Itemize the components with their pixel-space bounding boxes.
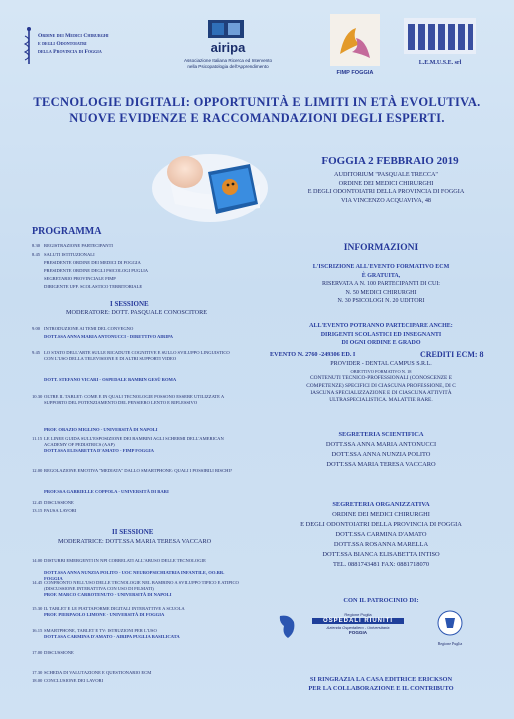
program-desc: DISCUSSIONE [44, 650, 74, 655]
hands-icon [330, 14, 380, 66]
lemuse-figures-icon [404, 18, 476, 54]
program-time: 13.15 [32, 508, 43, 513]
program-desc: INTRODUZIONE AI TEMI DEL CONVEGNO [44, 326, 134, 331]
program-desc: SCHEDA DI VALUTAZIONE E QUESTIONARIO ECM [44, 670, 152, 675]
audience-2: DIRIGENTI SCOLASTICI ED INSEGNANTI [320, 331, 442, 338]
obiettivo-line1: CONTENUTI TECNICO-PROFESSIONALI (CONOSCENZE E [309, 375, 452, 382]
regione-label: Regione Puglia [437, 641, 463, 646]
thanks-line2: PER LA COLLABORAZIONE E IL CONTRIBUTO [308, 685, 454, 692]
organizzativa-line2: E DEGLI ODONTOIATRI DELLA PROVINCIA DI FOGGIA [300, 521, 462, 528]
info-line5: N. 30 PSICOLOGI N. 20 UDITORI [337, 298, 425, 305]
airipa-desc1: Associazione Italiana Ricerca ed Intervento [183, 58, 273, 63]
omceo-line3: della Provincia di Foggia [38, 49, 102, 55]
regione-puglia-logo [430, 610, 470, 650]
program-time: 11.15 [32, 436, 43, 441]
caduceus-icon [22, 26, 36, 66]
evento-number: EVENTO N. 2760 -249306 ED. I [270, 351, 356, 358]
program-speaker: PROF. MARCO CARROTENUTO - UNIVERSITÀ DI NAPOLI [44, 592, 172, 597]
program-desc: LO STATO DELL'ARTE SULLE RICADUTE COGNITIVE E SULLO SVILUPPO LINGUISTICO CON L'USO DELLA TELEVISIONE E DI ALTRI SUPPORTI VIDEO [44, 350, 230, 361]
program-time: 14.00 [32, 558, 43, 563]
program-speaker: PROF.SSA GABRIELLE COPPOLA - UNIVERSITÀ DI BARI [44, 489, 169, 494]
program-time: 9.45 [32, 350, 41, 355]
organizzativa-name-1: DOTT.SSA CARMINA D'AMATO [335, 531, 427, 538]
organizzativa-name-2: DOTT.SSA ROSANNA MARELLA [333, 541, 429, 548]
programma-heading: PROGRAMMA [32, 226, 102, 237]
regione-logo-left [276, 612, 298, 642]
program-time: 17.00 [32, 650, 43, 655]
organizzativa-heading: SEGRETERIA ORGANIZZATIVA [332, 501, 430, 508]
program-time: 12.45 [32, 500, 43, 505]
program-time: 18.00 [32, 678, 43, 683]
fimp-logo [330, 14, 380, 82]
program-desc: CONFRONTO NELL'USO DELLE TECNOLOGIE NEL BAMBINO A SVILUPPO TIPICO E ATIPICO (DISCUSSIONE INTERATTIVA CON USO DI FILMATI) [44, 580, 239, 591]
omceo-line2: e degli Odontoiatri [38, 41, 87, 47]
program-time: 8.45 [32, 252, 41, 257]
program-desc: LE LINEE GUIDA SULL'ESPOSIZIONE DEI BAMBINI AGLI SCHERMI DELL'AMERICAN ACADEMY OF PEDIATRICS (AAP) [44, 436, 224, 447]
program-time: 15.30 [32, 606, 43, 611]
scientifica-name-2: DOTT.SSA ANNA NUNZIA POLITO [331, 451, 431, 458]
osp-line4: FOGGIA [348, 630, 368, 635]
obiettivo-line2: COMPETENZE) SPECIFICI DI CIASCUNA PROFESSIONE, DI C [306, 382, 456, 389]
regione-emblem-icon [437, 610, 463, 636]
event-venue-1: AUDITORIUM "PASQUALE TRECCA" [334, 171, 438, 178]
organizzativa-line1: ORDINE DEI MEDICI CHIRURGHI [332, 511, 430, 518]
fimp-label: FIMP FOGGIA [336, 70, 374, 76]
program-time: 16.15 [32, 628, 43, 633]
osp-line1: Regione Puglia [344, 612, 372, 617]
program-time: 10.30 [32, 394, 43, 399]
patrocinio-heading: CON IL PATROCINIO DI: [343, 597, 419, 604]
crediti-ecm: CREDITI ECM: 8 [420, 350, 484, 359]
session1-moderator: MODERATORE: DOTT. PASQUALE CONOSCITORE [66, 309, 208, 316]
osp-line2: OSPEDALI RIUNITI [312, 618, 404, 624]
baby-with-tablet-image [150, 142, 270, 224]
info-line1: L'ISCRIZIONE ALL'EVENTO FORMATIVO ECM [312, 264, 450, 270]
program-desc: OLTRE IL TABLET: COME E IN QUALI TECNOLOGIE POSSONO ESSERE UTILIZZATE A SUPPORTO DEL POTENZIAMENTO DEL PENSIERO LENTO E RIFLESSIVO [44, 394, 224, 405]
obiettivo-line4: ULTRASPECIALISTICA. MALATTIE RARE. [329, 397, 433, 404]
program-speaker: DOTT. STEFANO VICARI - OSPEDALE BAMBIN GESÙ ROMA [44, 377, 177, 382]
airipa-emblem-icon [206, 18, 246, 40]
info-heading: INFORMAZIONI [343, 243, 419, 253]
title-line1: TECNOLOGIE DIGITALI: OPPORTUNITÀ E LIMITI IN ETÀ EVOLUTIVA. [33, 95, 481, 109]
osp-line3: Azienda Ospedaliero - Universitaria [326, 625, 390, 630]
scientifica-name-1: DOTT.SSA ANNA MARIA ANTONUCCI [325, 441, 437, 448]
scientifica-heading: SEGRETERIA SCIENTIFICA [338, 431, 424, 438]
program-desc: REGISTRAZIONE PARTECIPANTI [44, 243, 113, 248]
info-line3: RISERVATA A N. 100 PARTECIPANTI DI CUI: [322, 281, 440, 288]
thanks-line1: SI RINGRAZIA LA CASA EDITRICE ERICKSON [309, 676, 453, 683]
program-speaker: PROF. PIERPAOLO LIMONE - UNIVERSITÀ DI FOGGIA [44, 612, 165, 617]
omceo-line1: Ordine dei Medici Chirurghi [38, 33, 109, 39]
airipa-name: airipa [210, 40, 246, 55]
program-desc: DIRIGENTE UFF. SCOLASTICO TERRITORIALE [44, 284, 143, 289]
program-desc: DISCUSSIONE [44, 500, 74, 505]
program-time: 8.30 [32, 243, 41, 248]
organizzativa-phone: TEL. 0881743481 FAX: 0881718070 [332, 561, 430, 568]
session2-title: II SESSIONE [112, 528, 154, 536]
program-desc: IL TABLET E LE PIATTAFORME DIGITALI INTERATTIVE A SCUOLA [44, 606, 185, 611]
program-speaker: PROF. ORAZIO MIGLINO - UNIVERSITÀ DI NAPOLI [44, 427, 158, 432]
event-date: FOGGIA 2 FEBBRAIO 2019 [321, 155, 459, 167]
audience-3: DI OGNI ORDINE E GRADO [341, 340, 421, 347]
obiettivo-line3: IASCUNA SPECIALIZZAZIONE E DI CIASCUNA ATTIVITÀ [310, 389, 452, 396]
program-time: 9.00 [32, 326, 41, 331]
program-time: 12.00 [32, 468, 43, 473]
program-speaker: DOTT.SSA ANNA MARIA ANTONUCCI - DIRETTIVO AIRIPA [44, 334, 173, 339]
event-venue-3: E DEGLI ODONTOIATRI DELLA PROVINCIA DI FOGGIA [307, 188, 465, 196]
session2-moderator: MODERATRICE: DOTT.SSA MARIA TERESA VACCARO [58, 538, 212, 545]
obiettivo: OBIETTIVO FORMATIVO N. 18 [350, 369, 412, 375]
program-desc: PRESIDENTE ORDINE DEGLI PSICOLOGI PUGLIA [44, 268, 149, 273]
lemuse-label: L.E.M.U.S.E. srl [418, 60, 462, 66]
omceo-logo [22, 22, 132, 72]
airipa-logo [168, 18, 288, 80]
airipa-desc2: nella Psicopatologia dell'Apprendimento [187, 64, 269, 69]
scientifica-name-3: DOTT.SSA MARIA TERESA VACCARO [326, 461, 436, 468]
program-speaker: DOTT.SSA ANNA NUNZIA POLITO - UOC NEUROPSICHIATRIA INFANTILE, OO.RR. FOGGIA [44, 570, 225, 581]
info-line2: È GRATUITA, [361, 272, 401, 279]
program-desc: SEGRETARIO PROVINCIALE FIMP [44, 276, 116, 281]
session1-title: I SESSIONE [110, 300, 149, 308]
ospedali-riuniti-logo [306, 612, 410, 646]
program-desc: CONCLUSIONE DEI LAVORI [44, 678, 104, 683]
program-desc: REGOLAZIONE EMOTIVA "MEDIATA" DALLO SMARTPHONE: QUALI I POSSIBILI RISCHI? [44, 468, 233, 473]
title-line2: NUOVE EVIDENZE E RACCOMANDAZIONI DEGLI ESPERTI. [69, 111, 445, 125]
organizzativa-name-3: DOTT.SSA BIANCA ELISABETTA INTISO [322, 551, 440, 558]
event-venue-4: VIA VINCENZO ACQUAVIVA, 48 [340, 196, 432, 204]
program-desc: SMARTPHONE, TABLET E TV: ISTRUZIONI PER L'USO [44, 628, 157, 633]
program-desc: PAUSA LAVORI [44, 508, 77, 513]
program-speaker: DOTT.SSA CARMINA D'AMATO - AIRIPA PUGLIA BASILICATA [44, 634, 180, 639]
provider: PROVIDER - DENTAL CAMPUS S.R.L. [330, 361, 432, 367]
lemuse-logo [404, 16, 476, 76]
program-desc: SALUTI ISTITUZIONALI [44, 252, 95, 257]
audience-1: ALL'EVENTO POTRANNO PARTECIPARE ANCHE: [309, 323, 453, 329]
program-time: 14.45 [32, 580, 43, 585]
program-time: 17.30 [32, 670, 43, 675]
info-line4: N. 50 MEDICI CHIRURGHI [345, 289, 417, 296]
event-venue-2: ORDINE DEI MEDICI CHIRURGHI [338, 179, 434, 187]
program-desc: DISTURBI EMERGENTI IN NPI CORRELATI ALL'ABUSO DELLE TECNOLOGIE [44, 558, 206, 563]
program-speaker: DOTT.SSA ELISABETTA D'AMATO - FIMP FOGGIA [44, 448, 154, 453]
program-desc: PRESIDENTE ORDINE DEI MEDICI DI FOGGIA [44, 260, 141, 265]
